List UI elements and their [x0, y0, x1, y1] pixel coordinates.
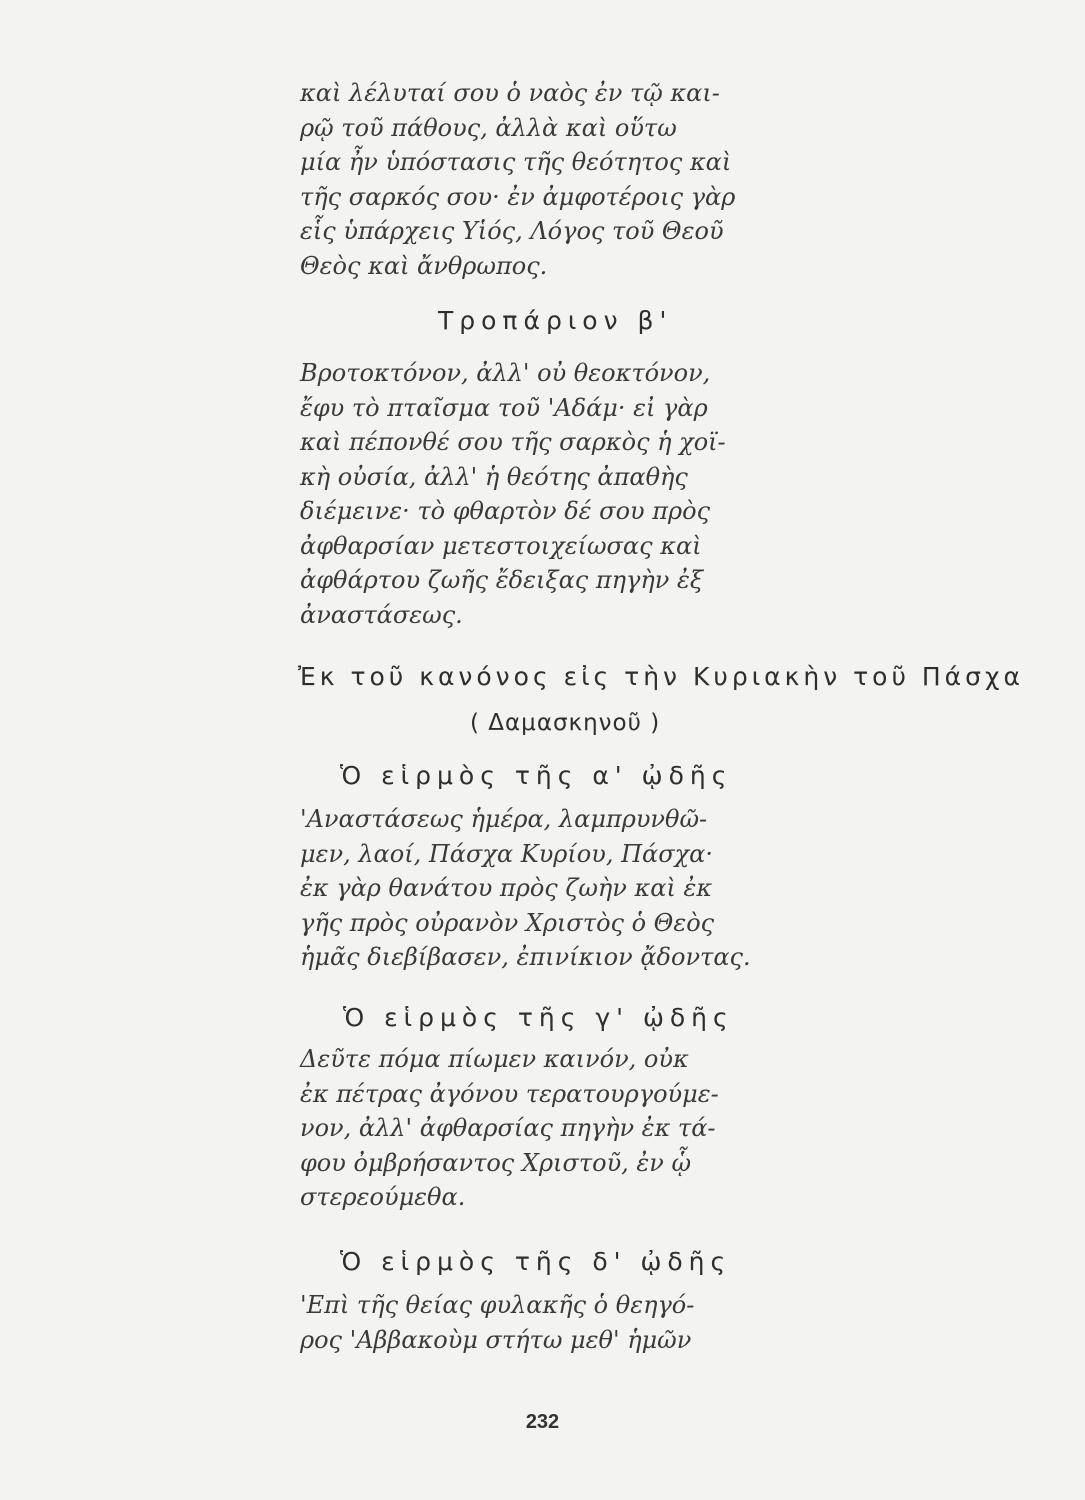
page-number: 232 — [525, 1411, 560, 1433]
verse-block-2 — [300, 356, 800, 632]
verse-line: εἷς ὑπάρχεις Υἱός, Λόγος τοῦ Θεοῦ — [300, 217, 724, 245]
verse-line: καὶ πέπονθέ σου τῆς σαρκὸς ἡ χοϊ- — [300, 428, 726, 456]
heading-ode-3: Ὁ εἱρμὸς τῆς γ' ᾠδῆς — [343, 1003, 734, 1032]
verse-line: 'Αναστάσεως ἡμέρα, λαμπρυνθῶ- — [300, 805, 708, 833]
verse-line: φου ὀμβρήσαντος Χριστοῦ, ἐν ᾧ — [300, 1148, 692, 1177]
heading-ode-1: Ὁ εἱρμὸς τῆς α' ᾠδῆς — [340, 761, 733, 790]
verse-line: Δεῦτε πόμα πίωμεν καινόν, οὐκ — [300, 1045, 689, 1073]
heading-troparion: Τροπάριον β' — [438, 306, 673, 335]
verse-line: ἀφθαρσίαν μετεστοιχείωσας καὶ — [300, 531, 702, 560]
verse-line: ἡμᾶς διεβίβασεν, ἐπινίκιον ᾄδοντας. — [300, 943, 751, 971]
verse-line: γῆς πρὸς οὐρανὸν Χριστὸς ὁ Θεὸς — [300, 908, 715, 937]
verse-line: κὴ οὐσία, ἀλλ' ἡ θεότης ἀπαθὴς — [300, 462, 688, 491]
verse-line: νον, ἀλλ' ἀφθαρσίας πηγὴν ἐκ τά- — [300, 1114, 716, 1142]
canon-author: ( Δαμασκηνοῦ ) — [470, 710, 661, 736]
verse-line: Θεὸς καὶ ἄνθρωπος. — [300, 251, 548, 280]
verse-line: Βροτοκτόνον, ἀλλ' οὐ θεοκτόνον, — [300, 359, 711, 387]
verse-line: ἔφυ τὸ πταῖσμα τοῦ 'Αδάμ· εἰ γὰρ — [300, 393, 708, 422]
verse-line: ἀφθάρτου ζωῆς ἔδειξας πηγὴν ἐξ — [300, 566, 704, 594]
heading-ode-4: Ὁ εἱρμὸς τῆς δ' ᾠδῆς — [340, 1247, 732, 1276]
verse-line: καὶ λέλυταί σου ὁ ναὸς ἐν τῷ και- — [300, 79, 720, 107]
verse-line: ρος 'Αββακοὺμ στήτω μεθ' ἡμῶν — [300, 1325, 692, 1354]
verse-block-1 — [300, 76, 800, 283]
heading-canon: Ἐκ τοῦ κανόνος εἰς τὴν Κυριακὴν τοῦ Πάσχα — [298, 662, 1024, 691]
verse-line: ἐκ πέτρας ἀγόνου τερατουργούμε- — [300, 1079, 719, 1108]
verse-line: ρῷ τοῦ πάθους, ἀλλὰ καὶ οὕτω — [300, 113, 677, 142]
verse-line: στερεούμεθα. — [300, 1183, 466, 1211]
verse-block-5 — [300, 1288, 800, 1357]
verse-line: μία ἦν ὑπόστασις τῆς θεότητος καὶ — [300, 148, 732, 176]
verse-block-4 — [300, 1042, 800, 1215]
verse-line: 'Επὶ τῆς θείας φυλακῆς ὁ θεηγό- — [300, 1291, 695, 1319]
verse-line: ἀναστάσεως. — [300, 600, 463, 629]
verse-line: τῆς σαρκός σου· ἐν ἀμφοτέροις γὰρ — [300, 182, 736, 211]
verse-line: μεν, λαοί, Πάσχα Κυρίου, Πάσχα· — [300, 839, 713, 868]
verse-line: ἐκ γὰρ θανάτου πρὸς ζωὴν καὶ ἐκ — [300, 874, 713, 902]
verse-block-3 — [300, 802, 800, 975]
verse-line: διέμεινε· τὸ φθαρτὸν δέ σου πρὸς — [300, 497, 711, 525]
